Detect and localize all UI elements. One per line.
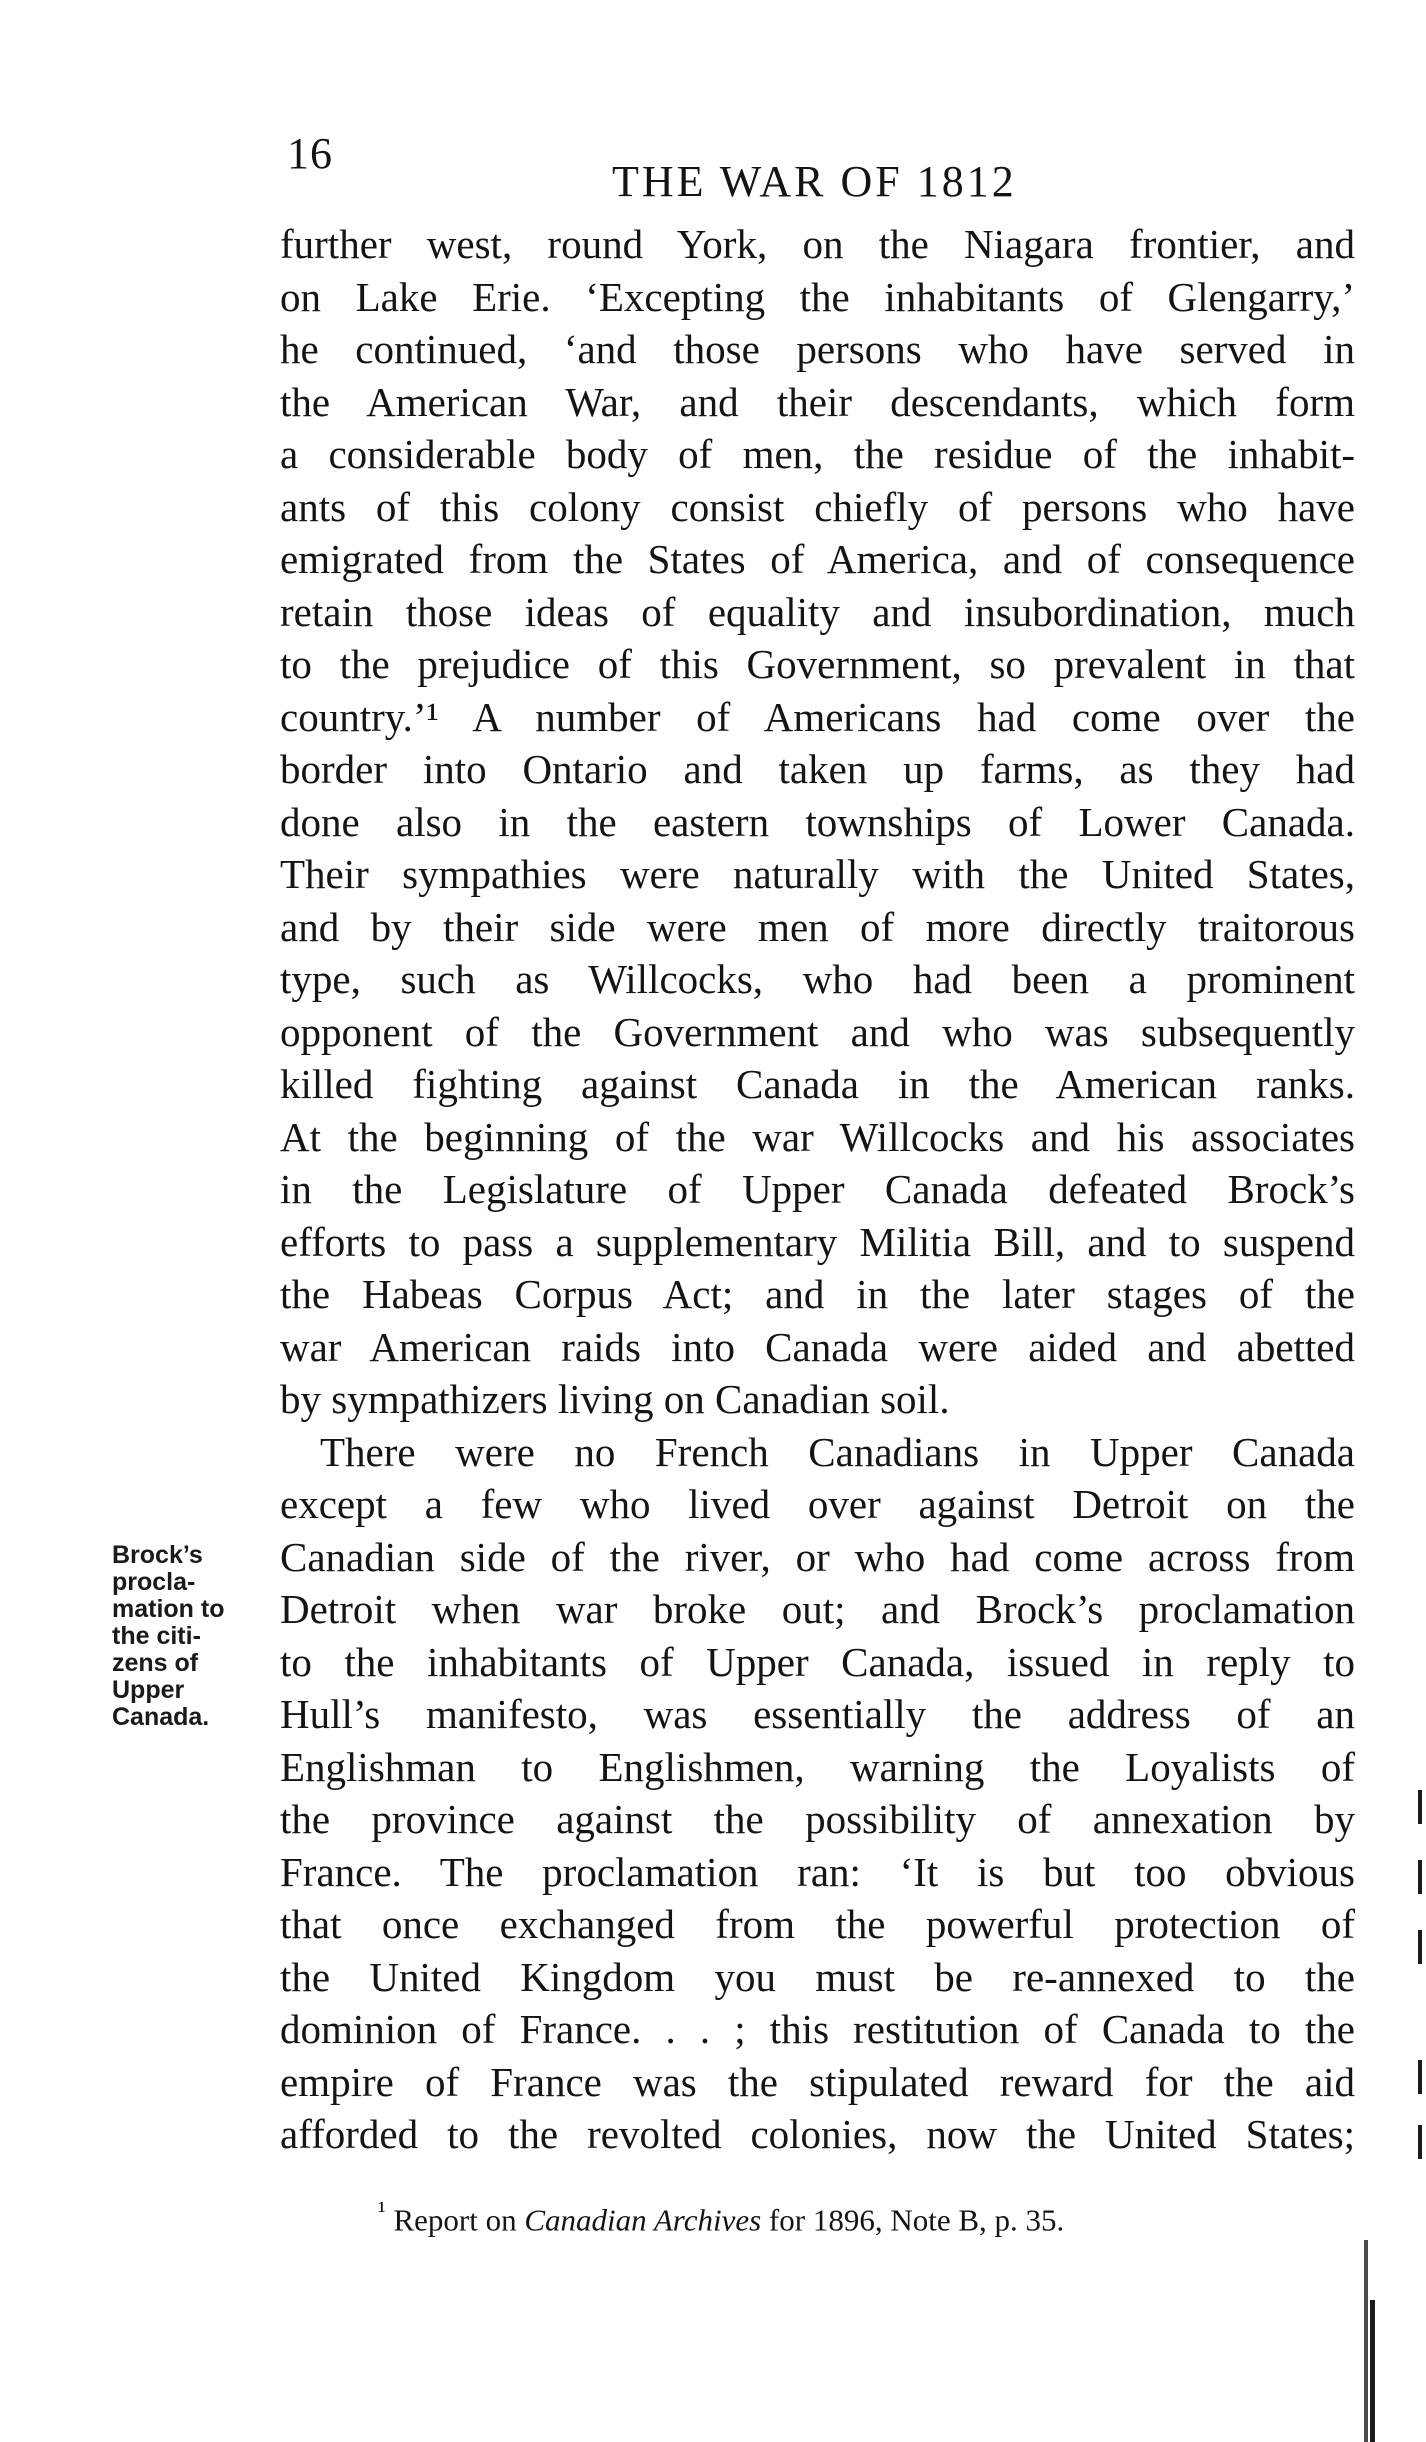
footnote-title: Canadian Archives bbox=[524, 2202, 762, 2238]
sidenote-line: Canada. bbox=[112, 1703, 210, 1731]
running-head: THE WAR OF 1812 bbox=[612, 157, 1017, 206]
footnote-suffix: for 1896, Note B, p. 35. bbox=[761, 2202, 1065, 2238]
text-line: retain those ideas of equality and insubordination, much bbox=[280, 588, 1355, 635]
text-line: type, such as Willcocks, who had been a prominent bbox=[280, 956, 1355, 1002]
text-line: to the prejudice of this Government, so prevalent in that bbox=[280, 641, 1355, 687]
sidenote-line: Brock’s bbox=[112, 1541, 203, 1569]
text-line: the Habeas Corpus Act; and in the later stages of the bbox=[280, 1271, 1355, 1317]
text-line: Englishman to Englishmen, warning the Loyalists of bbox=[280, 1743, 1355, 1790]
scan-edge-mark bbox=[1418, 1790, 1422, 1824]
text-line: the United Kingdom you must be re-annexed to the bbox=[280, 1953, 1355, 2000]
text-line: afforded to the revolted colonies, now the United States; bbox=[280, 2111, 1355, 2157]
scan-edge-mark bbox=[1418, 2060, 1422, 2094]
text-line: opponent of the Government and who was subsequently bbox=[280, 1008, 1355, 1055]
sidenote-line: zens of bbox=[112, 1649, 199, 1677]
text-line: killed fighting against Canada in the American ranks. bbox=[280, 1061, 1355, 1107]
sidenote-line: Upper bbox=[112, 1676, 185, 1704]
footnote-marker: ¹ bbox=[378, 2196, 386, 2225]
text-line: Hull’s manifesto, was essentially the address of an bbox=[280, 1691, 1355, 1737]
text-line: France. The proclamation ran: ‘It is but too obvious bbox=[280, 1848, 1355, 1895]
sidenote-line: the citi- bbox=[112, 1622, 201, 1650]
text-line: border into Ontario and taken up farms, as they had bbox=[280, 746, 1355, 792]
paragraph-start-line: There were no French Canadians in Upper Canada bbox=[320, 1428, 1355, 1475]
scan-edge-mark bbox=[1418, 1930, 1422, 1964]
text-line: except a few who lived over against Detroit on the bbox=[280, 1481, 1355, 1527]
scan-edge-mark bbox=[1418, 1860, 1422, 1894]
text-line: a considerable body of men, the residue of the inhabit- bbox=[280, 431, 1355, 477]
text-line: in the Legislature of Upper Canada defeated Brock’s bbox=[280, 1166, 1355, 1212]
text-line: dominion of France. . . ; this restitution of Canada to the bbox=[280, 2006, 1355, 2052]
text-line: war American raids into Canada were aided and abetted bbox=[280, 1323, 1355, 1370]
text-line: the American War, and their descendants, which form bbox=[280, 378, 1355, 425]
text-line: ants of this colony consist chiefly of persons who have bbox=[280, 483, 1355, 530]
scan-edge-mark bbox=[1418, 2125, 1422, 2159]
sidenote-line: procla- bbox=[112, 1568, 196, 1596]
footnote-prefix: Report on bbox=[393, 2202, 525, 2238]
footnote bbox=[378, 2196, 1064, 2238]
body-text bbox=[280, 218, 1355, 2161]
text-line: and by their side were men of more directly traitorous bbox=[280, 903, 1355, 950]
text-line: done also in the eastern townships of Lower Canada. bbox=[280, 798, 1355, 845]
text-line: Canadian side of the river, or who had come across from bbox=[280, 1533, 1355, 1580]
text-line: At the beginning of the war Willcocks and his associates bbox=[280, 1113, 1355, 1160]
text-line: that once exchanged from the powerful protection of bbox=[280, 1901, 1355, 1947]
page-number: 16 bbox=[287, 129, 333, 178]
text-line: the province against the possibility of annexation by bbox=[280, 1796, 1355, 1842]
text-line: emigrated from the States of America, and of consequence bbox=[280, 536, 1355, 582]
text-line: further west, round York, on the Niagara frontier, and bbox=[280, 221, 1355, 267]
text-line: on Lake Erie. ‘Excepting the inhabitants of Glengarry,’ bbox=[280, 273, 1355, 320]
text-line: Their sympathies were naturally with the United States, bbox=[280, 851, 1355, 897]
paragraph-end-line: by sympathizers living on Canadian soil. bbox=[280, 1376, 950, 1422]
margin-sidenote bbox=[112, 1542, 282, 1731]
text-line: efforts to pass a supplementary Militia Bill, and to suspend bbox=[280, 1218, 1355, 1265]
text-line: to the inhabitants of Upper Canada, issued in reply to bbox=[280, 1638, 1355, 1685]
text-line: he continued, ‘and those persons who have served in bbox=[280, 326, 1355, 372]
sidenote-line: mation to bbox=[112, 1595, 225, 1623]
scan-edge-binding bbox=[1370, 2300, 1375, 2442]
text-line: empire of France was the stipulated reward for the aid bbox=[280, 2058, 1355, 2105]
scan-edge-binding bbox=[1364, 2240, 1368, 2442]
text-line: Detroit when war broke out; and Brock’s proclamation bbox=[280, 1586, 1355, 1632]
text-line: country.’¹ A number of Americans had come over the bbox=[280, 693, 1355, 740]
